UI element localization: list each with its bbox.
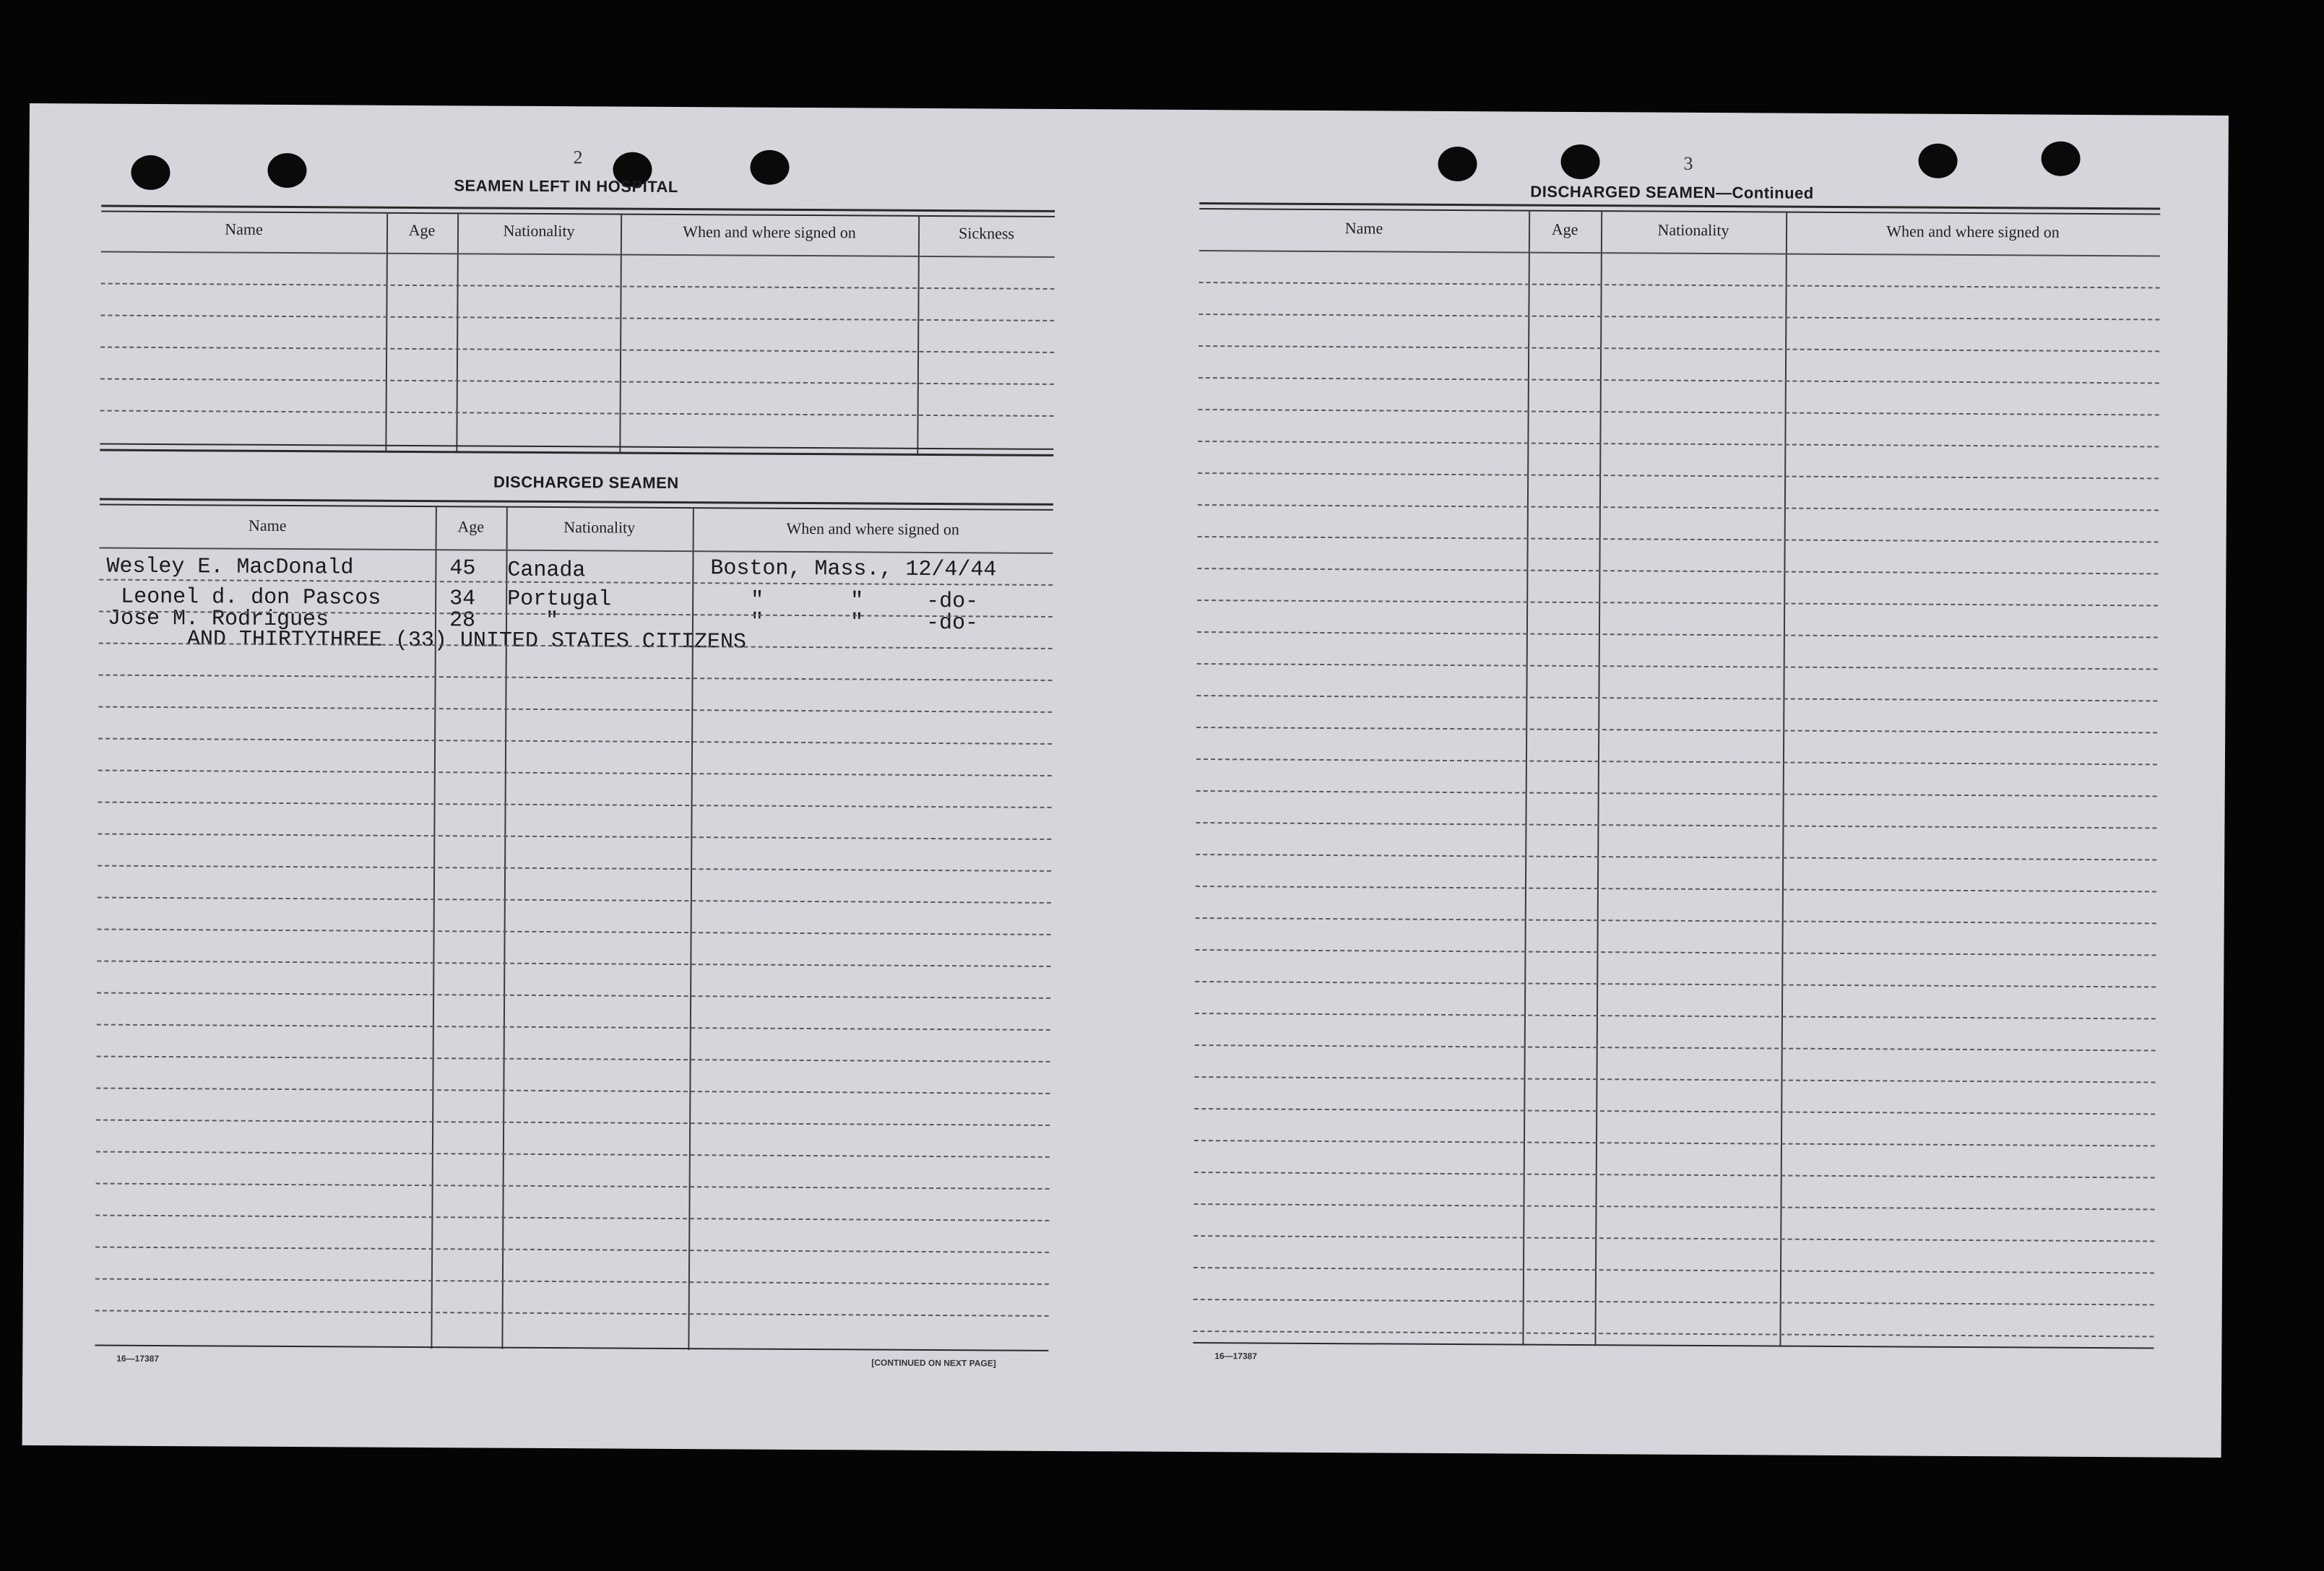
row-line [1196, 854, 2156, 860]
row-line [98, 897, 1051, 904]
form-number-left: 16—17387 [116, 1353, 160, 1364]
punch-hole [131, 155, 170, 190]
page-number-left: 2 [573, 147, 583, 168]
column-divider [1522, 212, 1530, 1346]
hospital-section-title: SEAMEN LEFT IN HOSPITAL [454, 176, 678, 196]
punch-hole [1438, 147, 1477, 181]
right-title-suffix: —Continued [1715, 183, 1814, 202]
row-line [98, 770, 1052, 776]
row-line [1194, 1076, 2155, 1083]
row-line [1195, 949, 2156, 956]
hospital-col-signed-on: When and where signed on [683, 222, 856, 242]
seaman-row-age: 34 [449, 587, 476, 612]
row-line [97, 992, 1050, 999]
row-line [1198, 536, 2159, 542]
row-line [1194, 1108, 2155, 1115]
rule [101, 251, 1055, 258]
column-divider [619, 215, 622, 454]
row-line [1193, 1330, 2154, 1337]
column-divider [1779, 213, 1787, 1347]
row-line [1195, 981, 2156, 987]
rule [95, 1345, 1048, 1351]
row-line [98, 929, 1051, 935]
punch-hole [2041, 142, 2080, 176]
rule [101, 211, 1055, 217]
row-line [98, 738, 1052, 745]
row-line [99, 675, 1053, 681]
seaman-row-nationality: " [545, 608, 559, 634]
seaman-row-nationality: Canada [507, 558, 586, 584]
right-col-name: Name [1344, 219, 1383, 238]
rule [100, 443, 1053, 450]
row-line [1198, 345, 2159, 352]
seaman-row-ditto: -do- [925, 610, 979, 636]
row-line [1193, 1235, 2154, 1242]
row-line [1196, 822, 2156, 828]
row-line [95, 1310, 1049, 1317]
rule [1199, 250, 2160, 256]
column-divider [456, 214, 459, 452]
row-line [95, 1215, 1049, 1221]
row-line [1197, 663, 2158, 670]
punch-hole [1560, 144, 1599, 179]
citizens-note: AND THIRTYTHREE (33) UNITED STATES CITIZENS [186, 627, 747, 655]
rule [100, 449, 1053, 456]
row-line [96, 1088, 1050, 1094]
right-title-main: DISCHARGED SEAMEN [1530, 182, 1716, 202]
page-number-right: 3 [1683, 152, 1693, 174]
row-line [100, 347, 1054, 353]
row-line [1197, 600, 2158, 606]
row-line [1197, 631, 2158, 638]
punch-hole [750, 150, 789, 185]
hospital-col-nationality: Nationality [503, 221, 575, 241]
seaman-row-ditto: -do- [926, 589, 979, 615]
row-line [1194, 1203, 2155, 1210]
seaman-row-name: Wesley E. MacDonald [106, 554, 354, 581]
row-line [1195, 1013, 2156, 1019]
row-line [98, 802, 1052, 808]
column-divider [1594, 212, 1602, 1346]
rule [1199, 208, 2160, 215]
row-line [1193, 1267, 2154, 1273]
row-line [1198, 504, 2159, 511]
row-line [101, 283, 1055, 290]
row-line [1198, 377, 2159, 384]
row-line [1196, 727, 2157, 733]
discharged-col-age: Age [457, 517, 485, 536]
row-line [1194, 1140, 2155, 1146]
right-col-age: Age [1551, 220, 1578, 238]
row-line [1198, 472, 2159, 479]
row-line [1196, 886, 2156, 892]
row-line [95, 1247, 1049, 1253]
row-line [1193, 1299, 2154, 1305]
seaman-row-name: Jose M. Rodrigues [107, 606, 329, 633]
discharged-col-name: Name [248, 516, 287, 535]
row-line [1198, 409, 2159, 415]
seaman-row-ditto: " [751, 588, 764, 613]
document-sheet [22, 103, 2229, 1458]
row-line [97, 961, 1050, 967]
row-line [1196, 790, 2157, 797]
right-section-title [1530, 183, 1814, 203]
row-line [100, 378, 1054, 385]
column-divider [917, 217, 920, 455]
hospital-col-name: Name [225, 220, 263, 238]
seaman-row-name: Leonel d. don Pascos [121, 584, 381, 611]
row-line [100, 315, 1054, 321]
right-col-nationality: Nationality [1657, 220, 1729, 240]
seaman-row-age: 45 [449, 556, 476, 581]
row-line [98, 834, 1051, 840]
row-line [96, 1120, 1050, 1126]
row-line [96, 1183, 1050, 1190]
rule [100, 504, 1053, 511]
row-line [1194, 1172, 2155, 1178]
row-line [98, 865, 1051, 872]
row-line [1195, 1044, 2156, 1051]
seaman-row-ditto: " [850, 589, 864, 614]
row-line [1199, 282, 2160, 288]
row-line [95, 1278, 1049, 1285]
rule [100, 548, 1053, 554]
row-line [97, 1056, 1050, 1063]
discharged-col-signed-on: When and where signed on [786, 519, 960, 539]
rule [1193, 1342, 2154, 1349]
seaman-row-ditto: " [850, 610, 864, 636]
punch-hole [1918, 144, 1957, 178]
hospital-col-sickness: Sickness [958, 224, 1015, 243]
seaman-row-age: 28 [449, 608, 476, 633]
row-line [1196, 917, 2156, 924]
right-col-signed-on: When and where signed on [1886, 222, 2060, 241]
column-divider [385, 214, 388, 452]
row-line [100, 410, 1054, 417]
discharged-col-nationality: Nationality [563, 518, 636, 537]
row-line [98, 706, 1052, 713]
row-line [1196, 758, 2157, 765]
row-line [96, 1151, 1050, 1158]
hospital-col-age: Age [408, 220, 436, 240]
continued-note: [CONTINUED ON NEXT PAGE] [871, 1357, 996, 1369]
seaman-row-signed-on: Boston, Mass., 12/4/44 [710, 556, 997, 583]
row-line [97, 1024, 1050, 1031]
punch-hole [267, 153, 306, 188]
row-line [1198, 313, 2159, 320]
seaman-row-nationality: Portugal [507, 587, 612, 613]
seaman-row-ditto: " [750, 610, 764, 635]
row-line [1198, 441, 2159, 447]
form-number-right: 16—17387 [1214, 1351, 1258, 1362]
discharged-section-title: DISCHARGED SEAMEN [493, 472, 679, 493]
row-line [1196, 695, 2157, 701]
row-line [1197, 568, 2158, 574]
